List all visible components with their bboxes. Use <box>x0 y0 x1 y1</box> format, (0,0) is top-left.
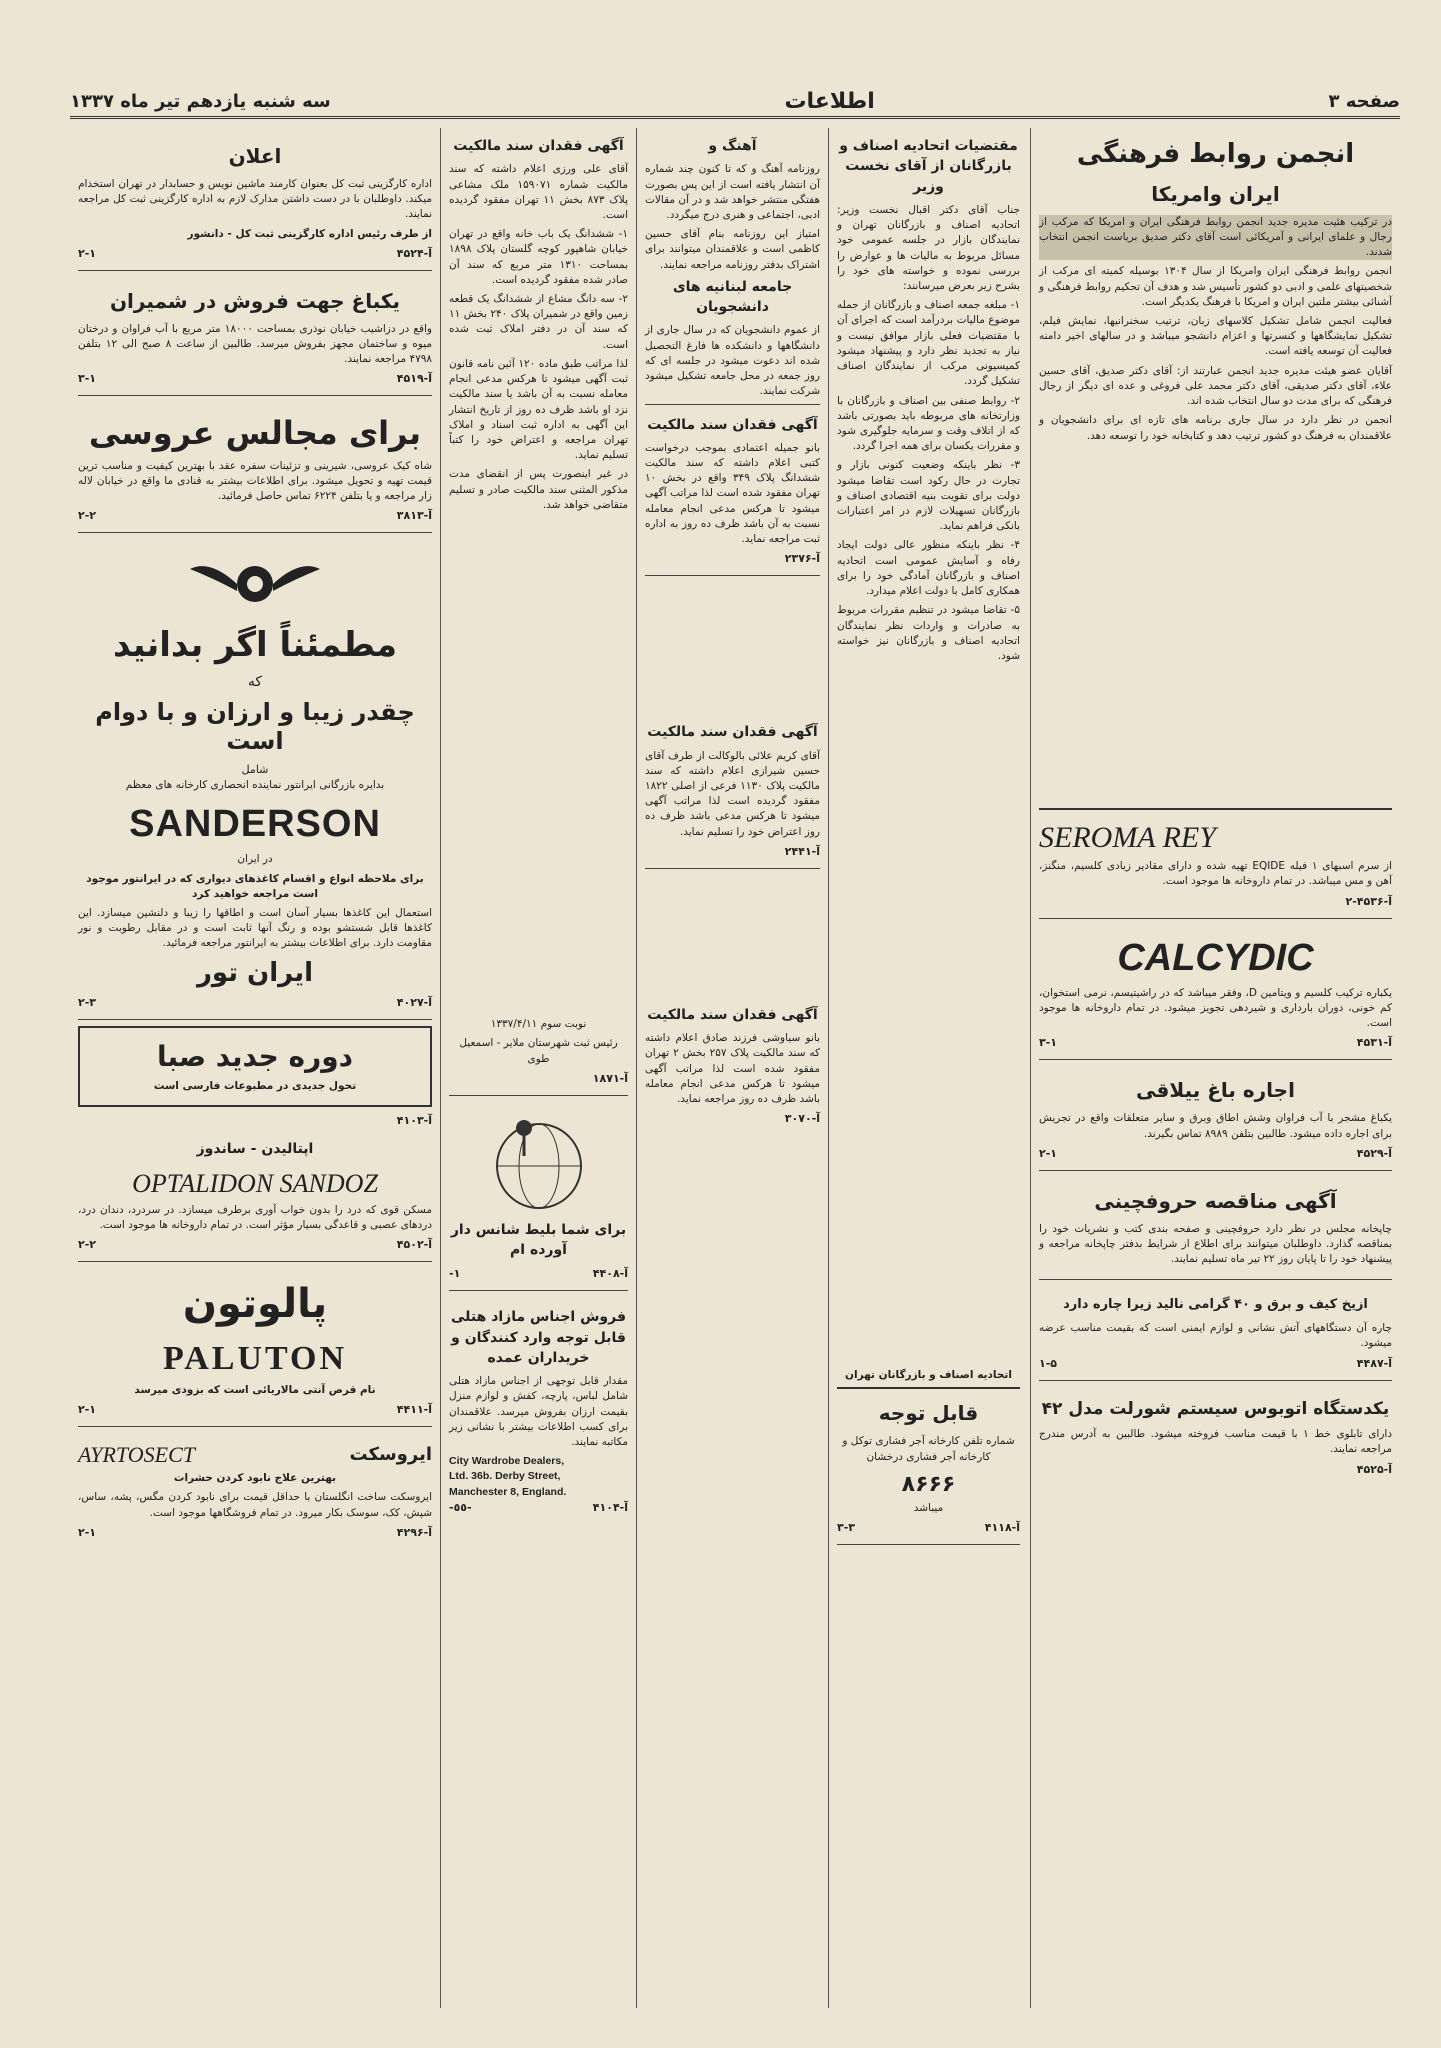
ad-title: دوره جدید صبا <box>157 1039 353 1073</box>
ad-deed-loss-1 <box>645 404 820 577</box>
ad-number: ۱-۵ <box>1039 1356 1057 1370</box>
address-line: Ltd. 36b. Derby Street, <box>449 1470 561 1483</box>
ad-title: یکباغ جهت فروش در شمیران <box>109 288 401 313</box>
column-1 <box>1030 128 1400 2008</box>
ad-deed-loss-3 <box>645 995 820 1135</box>
ad-code: آ-۴۲۹۶ <box>396 1525 432 1539</box>
ad-header <box>78 1439 432 1471</box>
article-paragraph: فعالیت انجمن شامل تشکیل کلاسهای زبان، ترتیب سخنرانیها، نمایش فیلم، تشکیل نمایشگاهها و کنسرتها و اعزام دانشجو میباشد و در سالهای اخیر دامنه فعالیت آن توسعه یافته است. <box>1039 315 1392 358</box>
article-paragraph: از عموم دانشجویان که در سال جاری از دانشگاهها و دانشکده ها فارغ التحصیل شده اند دعوت میشود در جلسه ای که روز جمعه در محل جامعه تشکیل میشود شرکت نمایند. <box>645 324 820 398</box>
ad-text: بانو جمیله اعتمادی بموجب درخواست کتبی اعلام داشته که سند مالکیت ششدانگ پلاک ۳۴۹ واقع در بخش ۱۰ تهران مفقود شده است لذا مراتب آگهی میشود تا هرکس مدعی انجام معامله نسبت به آن باشد ظرف ده روز به اداره ثبت مراجعه نماید. <box>645 441 820 546</box>
article-subtitle: ایران وامریکا <box>1151 181 1280 206</box>
ad-code: آ-۲۳۷۶ <box>784 552 820 566</box>
ad-code: آ-۴۱۱۸ <box>984 1521 1020 1534</box>
ad-garden-sale <box>78 277 432 397</box>
ad-title: برای مجالس عروسی <box>88 414 422 453</box>
address-line: Manchester 8, England. <box>449 1485 567 1498</box>
ad-text: چاپخانه مجلس در نظر دارد حروفچینی و صفحه بندی کتب و نشریات خود را بمناقصه گذارد. داوطلبان میتوانند برای اطلاع از شرایط بدفتر چاپخانه مراجعه و پیشنهاد خود را تا پایان روز ۲۲ تیر ماه تسلیم نمایند. <box>1039 1222 1392 1266</box>
ad-subtitle: چقدر زیبا و ارزان و با دوام است <box>95 698 415 756</box>
ad-text: برای ملاحظه انواع و اقسام کاغذهای دیواری که در ایرانتور موجود است مراجعه خواهید کرد <box>86 872 424 900</box>
ad-fire <box>1039 1286 1392 1380</box>
column-2 <box>828 128 1028 2008</box>
article-paragraph: جناب آقای دکتر اقبال نخست وزیر: اتحادیه اصناف و بازرگانان تهران و نمایندگان بازار در جلسه عمومی خود مسائل مربوط به مالیات ها و عوارض را بررسی نموده و خواسته های خود را بشرح زیر بعرض میرسانند: <box>837 203 1020 292</box>
ad-title: یکدستگاه اتوبوس سیستم شورلت مدل ۴۲ <box>1041 1398 1390 1419</box>
ad-latin-title: OPTALIDON SANDOZ <box>132 1168 378 1198</box>
article-continuation <box>449 517 628 1017</box>
company-name: ایران تور <box>196 957 314 988</box>
ad-saba <box>78 1026 432 1107</box>
ad-connector: که <box>247 674 263 691</box>
ad-title: آگهی فقدان سند مالکیت <box>647 416 818 433</box>
page-header <box>70 86 1400 119</box>
ad-code: آ-۳۸۱۳ <box>396 509 432 523</box>
article-paragraph: آقای علی ورزی اعلام داشته که سند مالکیت شماره ۱۵۹۰۷۱ ملک مشاعی پلاک ۸۷۳ بخش ۱۱ تهران مفقود گردیده است. <box>449 163 628 221</box>
ad-lottery <box>449 1095 628 1292</box>
ad-title: آگهی مناقصه حروفچینی <box>1094 1188 1337 1213</box>
ad-text: بدایره بازرگانی ایرانتور نماینده انحصاری کارخانه های معظم <box>125 779 385 792</box>
brand-name: SANDERSON <box>129 803 381 846</box>
article-paragraph: ۱- ششدانگ یک باب خانه واقع در تهران خیابان شاهپور کوچه گلستان پلاک ۱۸۹۸ بمساحت ۱۳۱۰ متر مربع که سند آن صادر شده مفقود گردیده است. <box>449 228 629 286</box>
ad-signature: از طرف رئیس اداره کارگزینی ثبت کل - دانشور <box>187 227 432 240</box>
article-paragraph: ۳- نظر باینکه وضعیت کنونی بازار و تجارت در حال رکود است تقاضا میشود دولت برای تقویت بنیه اقتصادی اصناف و بازرگانان تسهیلات لازم در امر اعتبارات بانکی فراهم نماید. <box>837 459 1020 533</box>
ad-code: آ-۴۴۰۸ <box>592 1267 628 1281</box>
ad-text: نام قرص آنتی مالاریائی است که بزودی میرسد <box>134 1384 376 1397</box>
ad-subtitle: بهترین علاج نابود کردن حشرات <box>173 1472 337 1485</box>
ad-title: پالوتون <box>182 1280 328 1327</box>
ad-code: آ-۴۵۳۱ <box>1356 1036 1392 1050</box>
ad-typesetting-tender <box>1039 1177 1392 1281</box>
paper-name: اطلاعات <box>784 88 875 114</box>
ad-title: اپتالیدن - ساندوز <box>196 1140 314 1157</box>
spacer <box>645 875 820 995</box>
article-paragraph: ۴- نظر باینکه منظور عالی دولت ایجاد رفاه و آسایش عمومی است اتحادیه اصناف و بازرگانان آمادگی خود را برای همکاری کامل با دولت اعلام میدارد. <box>837 539 1020 598</box>
ad-announcement <box>78 132 432 271</box>
ad-number: ۲-۱ <box>78 1403 96 1417</box>
article-title: مقتضیات اتحادیه اصناف و بازرگانان از آقای نخست وزیر <box>839 138 1018 195</box>
article-subtitle: جامعه لبنانیه های دانشجویان <box>672 278 793 316</box>
column-3 <box>636 128 828 2008</box>
ad-text: واقع در دزاشیب خیابان نوذری بمساحت ۱۸۰۰۰ متر مربع با آب فراوان و درختان میوه و ساختمان مجهز بفروش میرسد. طالبین از ساعت ۸ صبح الی ۱۲ بتلفن ۴۷۹۸ مراجعه نمایند. <box>78 322 432 366</box>
ad-number: ۲-۱ <box>78 246 96 260</box>
article-paragraph: انجمن روابط فرهنگی ایران وامریکا از سال ۱۳۰۴ بوسیله کمیته ای مرکب از شخصیتهای علمی و ادبی دو کشور تأسیس شد و هدف آن تحکیم روابط فرهنگی و آشنائی بیشتر ملتین ایران و امریکا با فرهنگ یکدیگر است. <box>1039 265 1393 308</box>
ad-title: قابل توجه <box>878 1401 979 1426</box>
ad-number: ۲-۲ <box>78 1237 96 1251</box>
issue-date: سه شنبه یازدهم تیر ماه ۱۳۳۷ <box>70 90 331 112</box>
ad-number: ۲-۱ <box>1039 1146 1057 1160</box>
notice-date: نوبت سوم ۱۳۳۷/۴/۱۱ <box>490 1018 587 1031</box>
article-title: انجمن روابط فرهنگی <box>1076 139 1355 169</box>
ad-text: آقای کریم علائی بالوکالت از طرف آقای حسین شیرازی اعلام داشته که سند مالکیت پلاک ۱۱۳۰ فرعی از اصلی ۱۸۲۲ مفقود گردیده است لذا مراتب آگهی میشود تا هرکس مدعی باشد ظرف ده روز اعتراض خود را تسلیم نماید. <box>645 749 821 838</box>
ad-sanderson <box>78 539 432 1019</box>
ad-title: اجاره باغ ییلاقی <box>1136 1078 1295 1103</box>
ad-wedding <box>78 402 432 533</box>
ad-code: آ-۴۴۸۷ <box>1356 1356 1392 1370</box>
page-number: صفحه ۳ <box>1328 90 1400 112</box>
ad-title: آگهی فقدان سند مالکیت <box>647 1006 818 1023</box>
ad-subtext: میباشد <box>913 1501 944 1514</box>
ad-code: آ-۴۵۰۲ <box>396 1237 432 1251</box>
spacer <box>645 582 820 712</box>
ad-title: برای شما بلیط شانس دار آورده ام <box>450 1221 627 1258</box>
ad-code: آ-۴۵۳۶-۲ <box>1345 894 1392 908</box>
ad-title: CALCYDIC <box>1117 936 1314 979</box>
ad-text: در ایران <box>237 853 273 866</box>
ad-title: ایروسکت <box>349 1444 432 1466</box>
ad-text: از سرم اسبهای ۱ فیله EQIDE تهیه شده و دارای مقادیر زیادی کلسیم، منگنز، آهن و مس میباشد. در تمام داروخانه ها موجود است. <box>1039 860 1393 888</box>
ad-number: ۲-۳ <box>78 995 96 1009</box>
ad-code: آ-۴۱۰۴ <box>592 1500 628 1514</box>
address-line: City Wardrobe Dealers, <box>449 1455 565 1468</box>
globe-illustration <box>454 1106 624 1216</box>
ad-number: ۳-۳ <box>837 1521 855 1534</box>
article-paragraph: امتیاز این روزنامه بنام آقای حسین کاظمی است و علاقمندان میتوانند برای اشتراک بدفتر روزنامه مراجعه نمایند. <box>645 228 820 271</box>
article-title: آگهی فقدان سند مالکیت <box>453 138 624 154</box>
ad-code: آ-۴۵۲۵ <box>1356 1462 1392 1476</box>
ad-surplus-goods <box>449 1297 628 1524</box>
article-paragraph: در غیر اینصورت پس از انقضای مدت مذکور المثنی سند مالکیت صادر و تسلیم متقاضی خواهد شد. <box>449 468 628 511</box>
article-paragraph: ۲- سه دانگ مشاع از ششدانگ یک قطعه زمین واقع در شمیران پلاک ۲۴۰ بخش ۱۱ که سند آن در دفتر املاک ثبت شده است. <box>449 293 628 351</box>
ad-title: ازیخ کیف و برق و ۴۰ گرامی نالید زیرا چاره دارد <box>1063 1297 1368 1313</box>
ad-notice <box>837 1387 1020 1544</box>
ad-paluton <box>78 1268 432 1427</box>
ad-text: شماره تلفن کارخانه آجر فشاری توکل و کارخانه آجر فشاری درخشان <box>842 1435 1015 1463</box>
article-paragraph: انجمن در نظر دارد در سال جاری برنامه های تازه ای برای دانشجویان و علاقمندان به فرهنگ دو کشور ترتیب دهد و کتابخانه خود را توسعه دهد. <box>1039 414 1392 442</box>
article-paragraph: روزنامه آهنگ و که تا کنون چند شماره آن انتشار یافته است از این پس بصورت هفتگی منتشر خواهد شد و در آن مقالات ادبی، اجتماعی و هنری درج میگردد. <box>645 163 820 221</box>
ad-title: مطمئناً اگر بدانید <box>112 625 398 666</box>
article-paragraph: ۵- تقاضا میشود در تنظیم مقررات مربوط به صادرات و واردات نظر نمایندگان اتحادیه اصناف و بازرگانان نیز خواسته شود. <box>837 604 1020 663</box>
ad-latin-title: AYRTOSECT <box>78 1442 195 1468</box>
ad-text: دارای تابلوی خط ۱ با قیمت مناسب فروخته میشود. طالبین به آدرس مندرج مراجعه نمایند. <box>1039 1428 1392 1456</box>
ad-calcydic <box>1039 925 1392 1061</box>
ad-bus <box>1039 1387 1392 1486</box>
ad-text: یکباغ مشجر با آب فراوان وشش اطاق وبرق و سایر متعلقات واقع در تجریش برای اجاره داده میشود. طالبین بتلفن ۸۹۸۹ تماس بگیرند. <box>1039 1112 1392 1140</box>
ad-text: شاه کیک عروسی، شیرینی و تزئینات سفره عقد با بهترین کیفیت و مناسب ترین قیمت تهیه و تحویل میشود. برای اطلاعات بیشتر به قنادی ما واقع در خیابان لاله زار مراجعه و یا بتلفن ۶۲۲۴ تماس حاصل فرمائید. <box>78 459 432 503</box>
ad-title: اعلان <box>228 144 282 168</box>
column-4 <box>440 128 636 2008</box>
article-continuation <box>837 668 1020 1368</box>
ad-garden-rent <box>1039 1066 1392 1170</box>
notice-signature: رئیس ثبت شهرستان ملایر - اسمعیل طوی <box>459 1037 618 1065</box>
ad-number: ۲-۲ <box>78 509 96 523</box>
ad-code: آ-۴۵۲۹ <box>1356 1146 1392 1160</box>
ad-title: فروش اجناس مازاد هتلی قابل توجه وارد کنندگان و خریداران عمده <box>451 1309 626 1366</box>
article-paragraph: ۲- روابط صنفی بین اصناف و بازرگانان با وزارتخانه های مربوطه باید بصورتی باشد که از اتلاف وقت و سرمایه جلوگیری شود و مقررات یکسان برای همه اجرا گردد. <box>837 394 1020 453</box>
ad-number: -٥٥- <box>449 1500 472 1514</box>
ad-text: چاره آن دستگاههای آتش نشانی و لوازم ایمنی است که بقیمت مناسب عرضه میشود. <box>1039 1322 1392 1350</box>
ad-optalidon <box>78 1129 432 1262</box>
ad-address <box>449 1454 628 1500</box>
ad-subtitle: تحول جدیدی در مطبوعات فارسی است <box>153 1080 357 1093</box>
ad-code: آ-۳۰۷۰ <box>784 1112 820 1126</box>
column-5 <box>70 128 440 2008</box>
ad-code: آ-۴۵۲۴ <box>396 246 432 260</box>
ad-code: آ-۴۰۲۷ <box>396 995 432 1009</box>
ad-number: ۳-۱ <box>78 372 96 386</box>
article-continuation <box>1039 448 1392 808</box>
ad-text: مقدار قابل توجهی از اجناس مازاد هتلی شامل لباس، پارچه، کفش و لوازم منزل بقیمت ارزان بفروش میرسد. علاقمندان برای کسب اطلاعات بیشتر با نشانی زیر مکاتبه نمایند. <box>449 1375 628 1448</box>
ad-latin-title: PALUTON <box>162 1339 348 1377</box>
article-title: آهنگ و <box>708 138 757 154</box>
notice-code: آ-۱۸۷۱ <box>592 1071 628 1085</box>
ad-title: SEROMA REY <box>1039 820 1216 854</box>
article-paragraph: لذا مراتب طبق ماده ۱۲۰ آئین نامه قانون ثبت آگهی میشود تا هرکس مدعی انجام معامله نسبت به آن باشد یا سند مالکیت نزد او باشد ظرف ده روز از تاریخ انتشار این آگهی به اداره ثبت اسناد و املاک تهران مراجعه و اعتراض خود را کتباً تسلیم نماید. <box>449 357 628 462</box>
ad-text: استعمال این کاغذها بسیار آسان است و اطاقها را زیبا و دلنشین میسازد. این کاغذها قابل شستشو بوده و رنگ آنها ثابت است و در مقابل رطوبت و نور مقاومت دارد. برای اطلاعات بیشتر به ایرانتور مراجعه فرمائید. <box>78 906 432 950</box>
ad-phone: ۸۶۶۶ <box>901 1471 956 1497</box>
ad-deed-loss-2 <box>645 712 820 869</box>
ad-text: اداره کارگزینی ثبت کل بعنوان کارمند ماشین نویس و حسابدار در تهران استخدام میکند. داوطلبان با در دست داشتن مدارک لازم به اداره کارگزینی ثبت کل مراجعه نمایند. <box>78 178 432 221</box>
ad-connector: شامل <box>241 763 269 777</box>
ad-number: ۲-۱ <box>78 1525 96 1539</box>
article-signature: اتحادیه اصناف و بازرگانان تهران <box>845 1369 1012 1382</box>
ad-text: یکباره ترکیب کلسیم و ویتامین D، وفقر میباشد که در راشیتیسم، نرمی استخوان، کم خونی، دوران بارداری و شیردهی تجویز میشود. در تمام داروخانه ها موجود است. <box>1039 986 1392 1030</box>
ad-ayrtosect <box>78 1433 432 1548</box>
ad-code: آ-۴۱۰۳ <box>396 1113 432 1127</box>
ad-code: آ-۴۵۱۹ <box>396 372 432 386</box>
wings-logo <box>185 549 325 619</box>
article-paragraph: ۱- مبلغه جمعه اصناف و بازرگانان از جمله موضوع مالیات بردرآمد است که اجرای آن با مقتضیات فعلی بازار موافق نیست و نیاز به تجدید نظر دارد و پیشنهاد میشود کمیسیونی مرکب از نمایندگان اصناف تشکیل گردد. <box>837 299 1020 388</box>
ad-text: ایروسکت ساخت انگلستان با حداقل قیمت برای نابود کردن مگس، پشه، ساس، شپش، کک، سوسک بکار میرود. در تمام فروشگاهها موجود است. <box>78 1491 432 1519</box>
ad-number: ۳-۱ <box>1039 1036 1057 1050</box>
ad-code: آ-۴۴۱۱ <box>396 1403 432 1417</box>
ad-text: مسکن قوی که درد را بدون خواب آوری برطرف میسازد. در سردرد، دندان درد، دردهای عصبی و قاعدگی بسیار مؤثر است. در تمام داروخانه ها موجود است. <box>78 1203 432 1231</box>
ad-code: آ-۲۴۴۱ <box>784 844 820 858</box>
article-paragraph: در ترکیب هئیت مدیره جدید انجمن روابط فرهنگی ایران و امریکا که مرکب از رجال و علمای ایرانی و آمریکائی است آقای دکتر صدیق بریاست انجمن انتخاب شدند. <box>1039 215 1392 261</box>
ad-title: آگهی فقدان سند مالکیت <box>647 724 818 741</box>
article-paragraph: آقایان عضو هیئت مدیره جدید انجمن عبارتند از: آقای دکتر صدیق، آقای حسین علاء، آقای دکتر صدیقی، آقای دکتر محمد علی فروغی و عده ای دیگر از رجال فرهنگی که برای مدت دو سال انتخاب شده اند. <box>1039 364 1392 408</box>
ad-number: ۱- <box>449 1267 461 1281</box>
ad-seroma <box>1039 808 1392 919</box>
ad-text: بانو سیاوشی فرزند صادق اعلام داشته که سند مالکیت پلاک ۲۵۷ بخش ۲ تهران مفقود شده است لذا مراتب آگهی میشود تا هرکس مدعی انجام معامله باشد ظرف ده روز مراجعه نماید. <box>645 1032 821 1105</box>
